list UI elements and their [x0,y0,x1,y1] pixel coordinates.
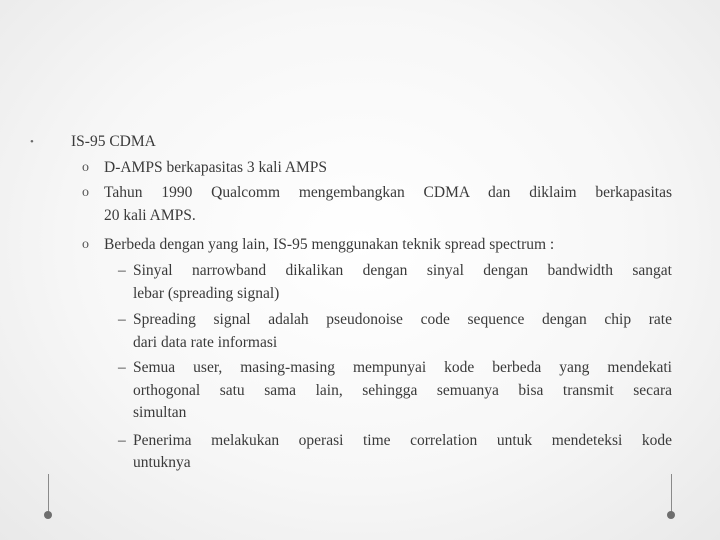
subitem-2-line2: dari data rate informasi [133,334,278,351]
left-decor-line [48,474,49,514]
subitem-4-line1: Penerima melakukan operasi time correlation untuk mendeteksi kode [133,432,672,449]
left-decor-dot [44,511,52,519]
dash-marker: – [118,432,126,449]
subitem-2-line1: Spreading signal adalah pseudonoise code sequence dengan chip rate [133,311,672,328]
list-item-3: Berbeda dengan yang lain, IS-95 menggunakan teknik spread spectrum : [104,236,555,253]
list-item-2-line1: Tahun 1990 Qualcomm mengembangkan CDMA dan diklaim berkapasitas [104,184,672,201]
dash-marker: – [118,262,126,279]
subitem-3-line1: Semua user, masing-masing mempunyai kode berbeda yang mendekati [133,359,672,376]
subitem-1-line1: Sinyal narrowband dikalikan dengan sinyal dengan bandwidth sangat [133,262,672,279]
subitem-1-line2: lebar (spreading signal) [133,285,280,302]
list-item-1: D-AMPS berkapasitas 3 kali AMPS [104,159,328,176]
bullet-icon: • [30,136,34,148]
bullet-heading: IS-95 CDMA [71,133,156,150]
subitem-3-line2: orthogonal satu sama lain, sehingga semuanya bisa transmit secara [133,382,672,399]
subitem-4-line2: untuknya [133,454,191,471]
dash-marker: – [118,311,126,328]
sub-bullet-marker: o [82,160,89,175]
list-item-2-line2: 20 kali AMPS. [104,207,196,224]
subitem-3-line3: simultan [133,404,187,421]
right-decor-line [671,474,672,514]
sub-bullet-marker: o [82,185,89,200]
dash-marker: – [118,359,126,376]
right-decor-dot [667,511,675,519]
sub-bullet-marker: o [82,237,89,252]
